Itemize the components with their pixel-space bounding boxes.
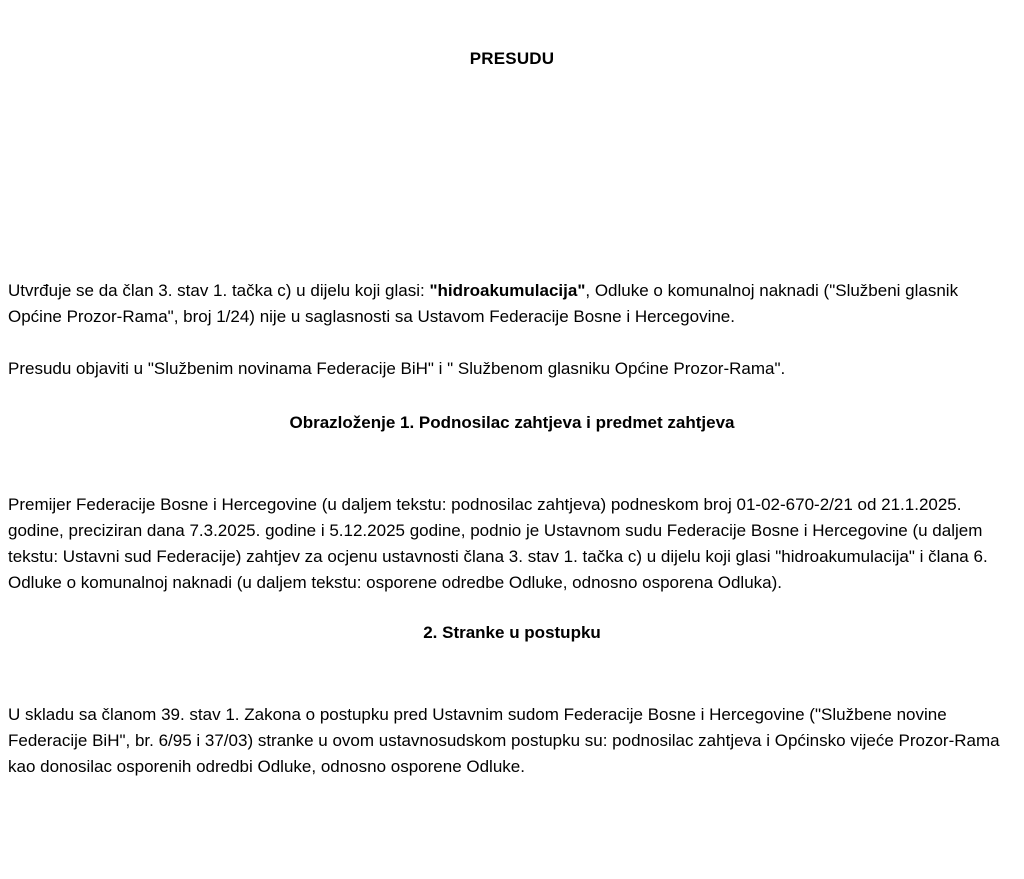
title-spacer xyxy=(8,72,1016,278)
ruling-paragraph-2: Presudu objaviti u "Službenim novinama Federacije BiH" i " Službenom glasniku Općine Prozor-Rama". xyxy=(8,359,786,378)
section-1-heading-spacer-after xyxy=(8,436,1016,492)
section-2-heading-spacer-before xyxy=(8,596,1016,620)
document-title: PRESUDU xyxy=(469,49,555,68)
section-2-heading-spacer-after xyxy=(8,646,1016,702)
section-2-heading: 2. Stranke u postupku xyxy=(423,623,601,642)
ruling-1-segment-quoted-term: "hidroakumulacija" xyxy=(429,281,586,300)
section-1-heading: Obrazloženje 1. Podnosilac zahtjeva i predmet zahtjeva xyxy=(289,413,735,432)
section-1-body: Premijer Federacije Bosne i Hercegovine (u daljem tekstu: podnosilac zahtjeva) podneskom broj 01-02-670-2/21 od 21.1.2025. godine, preciziran dana 7.3.2025. godine i 5.12.2025 godine, podnio je Ustavnom sudu Federacije Bosne i Hercegovine (u daljem tekstu: Ustavni sud Federacije) zahtjev za ocjenu ustavnosti člana 3. stav 1. tačka c) u dijelu koji glasi "hidroakumulacija" i člana 6. Odluke o komunalnoj naknadi (u daljem tekstu: osporene odredbe Odluke, odnosno osporena Odluka). xyxy=(8,495,988,592)
ruling-1-segment-lead: Utvrđuje se da član 3. stav 1. tačka c) u dijelu koji glasi: xyxy=(8,281,430,300)
ruling-paragraph-1 xyxy=(8,278,1016,330)
section-1-heading-spacer-before xyxy=(8,382,1016,410)
ruling-1-segment-tail: , Odluke o komunalnoj naknadi ("Službeni glasnik Općine Prozor-Rama", broj 1/24) nije u saglasnosti sa Ustavom Federacije Bosne i Hercegovine. xyxy=(8,281,959,326)
section-2-body: U skladu sa članom 39. stav 1. Zakona o postupku pred Ustavnim sudom Federacije Bosne i Hercegovine ("Službene novine Federacije BiH", br. 6/95 i 37/03) stranke u ovom ustavnosudskom postupku su: podnosilac zahtjeva i Općinsko vijeće Prozor-Rama kao donosilac osporenih odredbi Odluke, odnosno osporene Odluke. xyxy=(8,705,1000,776)
